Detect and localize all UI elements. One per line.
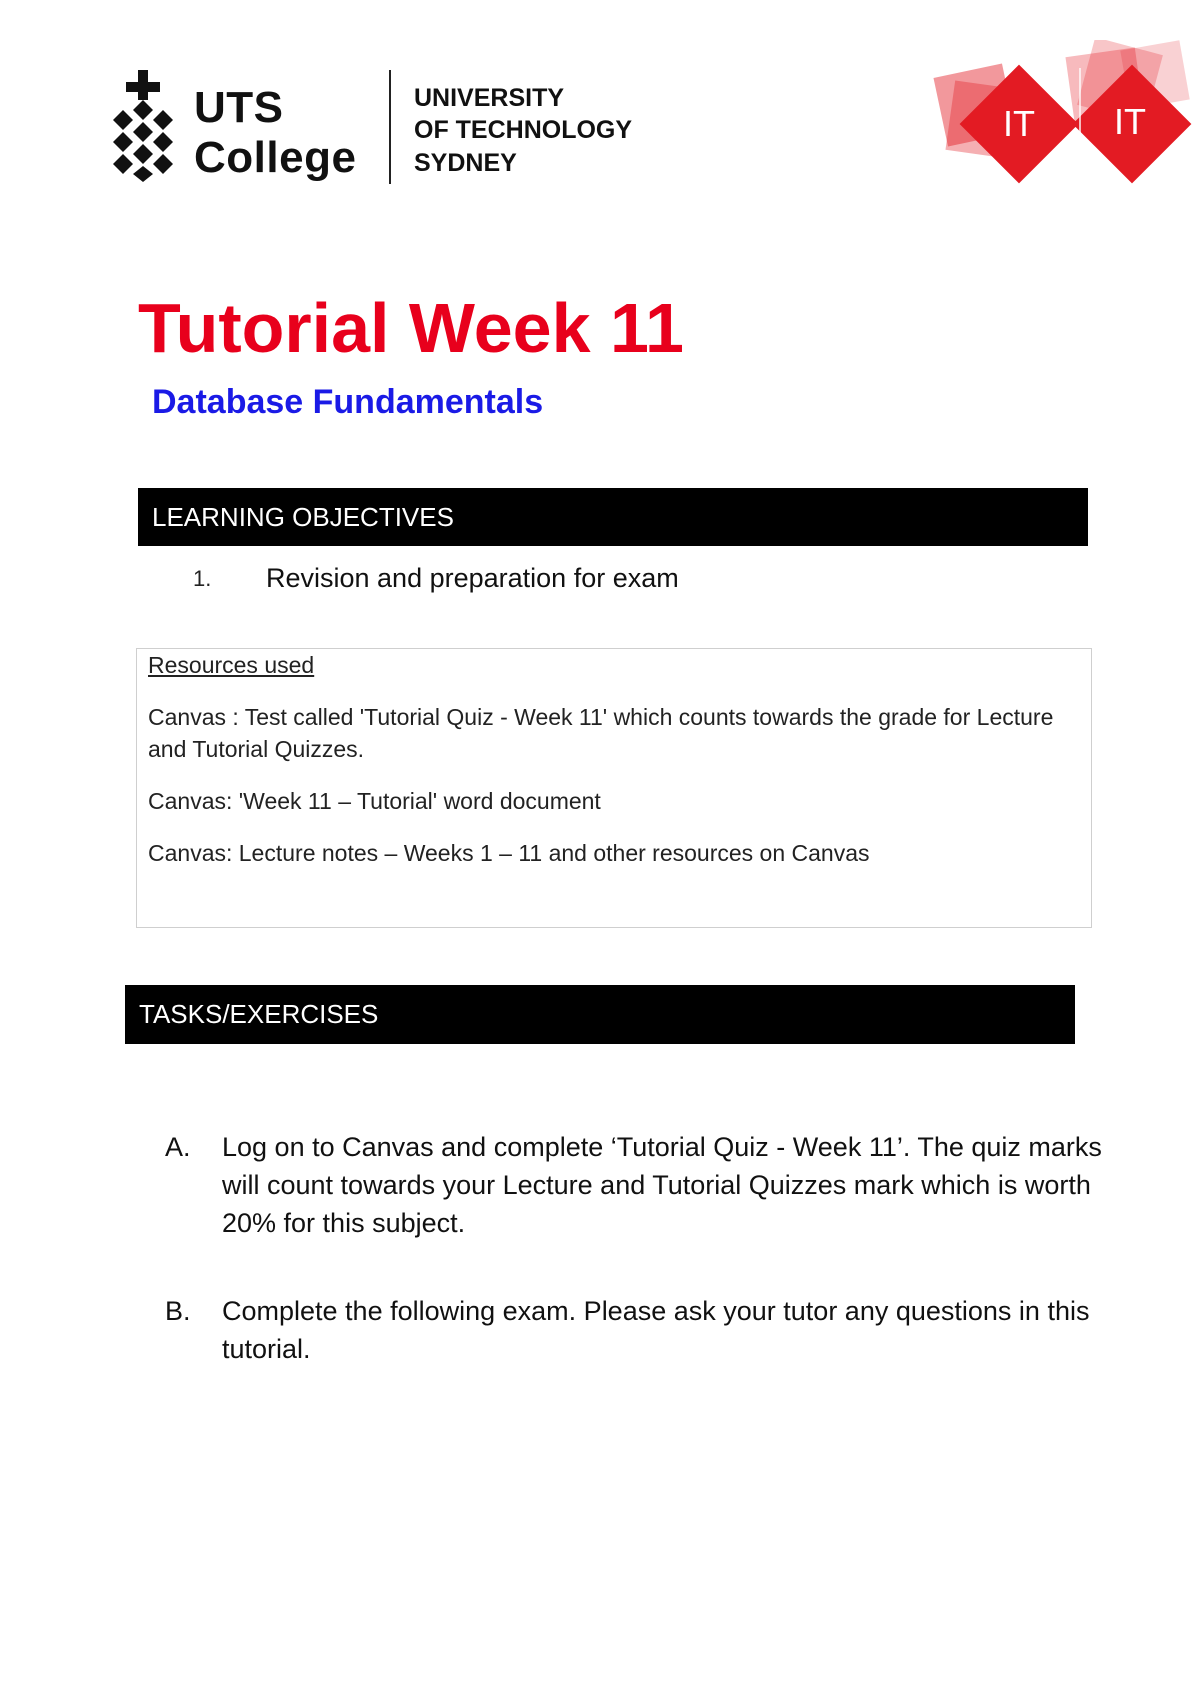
page-title: Tutorial Week 11 — [138, 289, 684, 367]
it-logo-text-1: IT — [1003, 103, 1035, 144]
resources-box — [136, 648, 1092, 928]
it-logo-icon — [920, 40, 1200, 200]
resource-item: Canvas: 'Week 11 – Tutorial' word document — [148, 788, 601, 814]
page-subtitle: Database Fundamentals — [152, 383, 544, 421]
task-b-letter: B. — [165, 1296, 191, 1326]
objective-text: Revision and preparation for exam — [266, 563, 679, 593]
university-logo-line-1: UNIVERSITY — [414, 84, 565, 112]
resource-item: Canvas : Test called 'Tutorial Quiz - Week 11' which counts towards the grade for Lecture and Tutorial Quizzes. — [148, 704, 1054, 762]
resources-heading: Resources used — [148, 652, 315, 678]
task-a-text: Log on to Canvas and complete ‘Tutorial Quiz - Week 11’. The quiz marks will count towards your Lecture and Tutorial Quizzes mark which is worth 20% for this subject. — [222, 1132, 1102, 1238]
task-b-text: Complete the following exam. Please ask your tutor any questions in this tutorial. — [222, 1296, 1090, 1364]
uts-logo-text: UTS — [194, 83, 284, 132]
uts-college-emblem-icon — [108, 70, 178, 182]
logo-divider — [389, 70, 391, 184]
university-logo-line-3: SYDNEY — [414, 149, 517, 177]
university-logo-line-2: OF TECHNOLOGY — [414, 116, 633, 144]
college-logo-text: College — [194, 133, 357, 182]
task-a-letter: A. — [165, 1132, 191, 1162]
tasks-exercises-heading: TASKS/EXERCISES — [125, 985, 1075, 1044]
it-logo-text-2: IT — [1114, 101, 1146, 142]
learning-objectives-heading: LEARNING OBJECTIVES — [138, 488, 1088, 546]
resource-item: Canvas: Lecture notes – Weeks 1 – 11 and other resources on Canvas — [148, 840, 870, 866]
objective-number: 1. — [193, 566, 212, 591]
